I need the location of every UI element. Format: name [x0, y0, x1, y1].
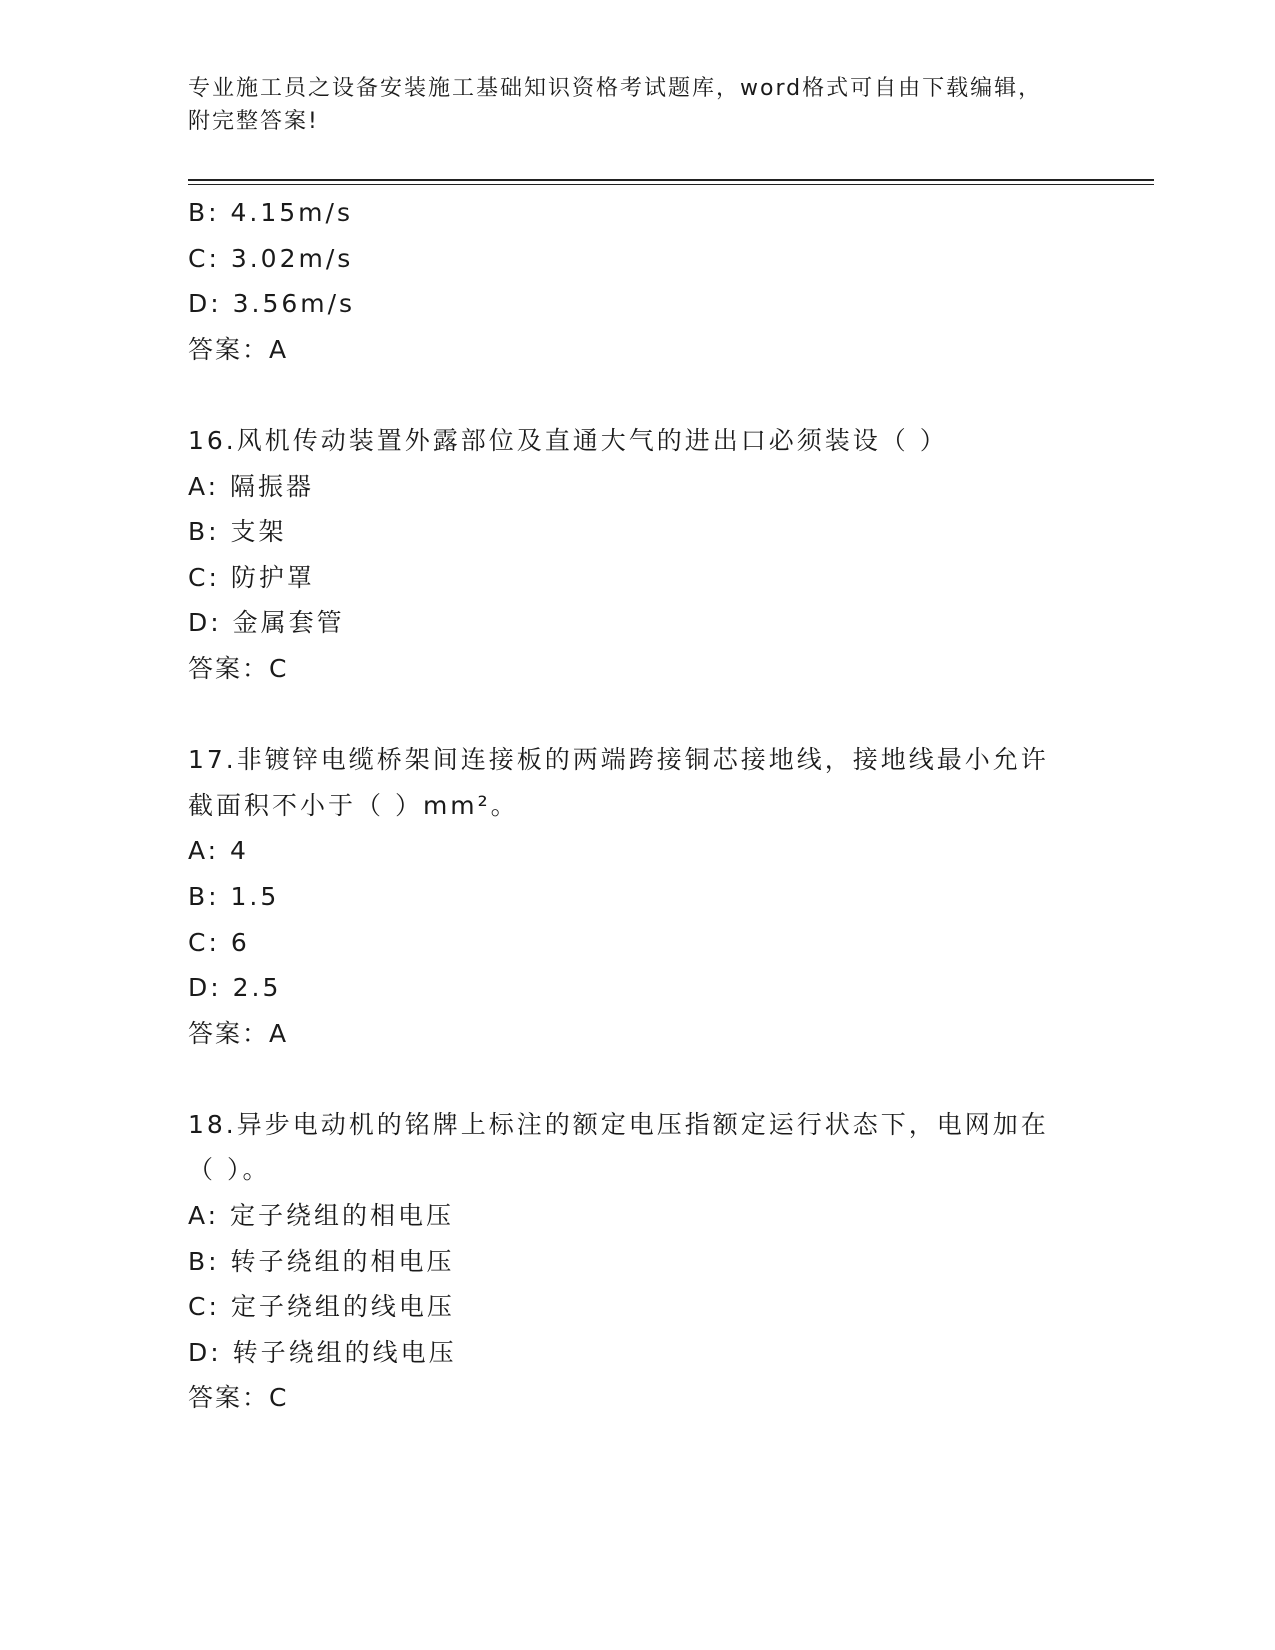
- option-c: C: 定子绕组的线电压: [188, 1292, 455, 1322]
- option-d: D: 转子绕组的线电压: [188, 1337, 457, 1367]
- question-stem-line-2: （ ）。: [188, 1155, 271, 1185]
- page-header: [188, 72, 1088, 138]
- question-stem-line-1: 18.异步电动机的铭牌上标注的额定电压指额定运行状态下，电网加在: [188, 1109, 1049, 1139]
- spacer: [188, 372, 1088, 418]
- question-stem-line-1: 17.非镀锌电缆桥架间连接板的两端跨接铜芯接地线，接地线最小允许: [188, 745, 1049, 775]
- option-d: D: 2.5: [188, 973, 282, 1003]
- answer-line: 答案：A: [188, 1018, 289, 1048]
- option-a: A: 4: [188, 836, 249, 866]
- option-c: C: 防护罩: [188, 562, 315, 592]
- question-stem: 16.风机传动装置外露部位及直通大气的进出口必须装设（ ）: [188, 425, 948, 455]
- header-divider-thin: [188, 184, 1154, 185]
- option-b: B: 支架: [188, 517, 287, 547]
- question-17: [188, 737, 1088, 1056]
- question-16: [188, 418, 1088, 692]
- question-content: [188, 190, 1088, 1421]
- option-a: A: 隔振器: [188, 471, 315, 501]
- header-line-2: 附完整答案!: [188, 109, 319, 134]
- answer-line: 答案：C: [188, 653, 289, 683]
- option-c: C: 6: [188, 927, 250, 957]
- answer-line: 答案：C: [188, 1383, 289, 1413]
- question-18: [188, 1102, 1088, 1421]
- prev-question-block: [188, 190, 1088, 372]
- question-stem-line-2: 截面积不小于（ ）mm²。: [188, 790, 519, 820]
- option-b: B: 4.15m/s: [188, 198, 353, 227]
- option-a: A: 定子绕组的相电压: [188, 1201, 455, 1231]
- header-divider-thick: [188, 179, 1154, 181]
- answer-line: 答案：A: [188, 334, 289, 364]
- option-c: C: 3.02m/s: [188, 243, 354, 273]
- spacer: [188, 1056, 1088, 1102]
- header-line-1: 专业施工员之设备安装施工基础知识资格考试题库，word格式可自由下载编辑，: [188, 76, 1043, 101]
- option-d: D: 金属套管: [188, 608, 345, 638]
- option-d: D: 3.56m/s: [188, 289, 356, 319]
- option-b: B: 转子绕组的相电压: [188, 1246, 455, 1276]
- spacer: [188, 692, 1088, 738]
- option-b: B: 1.5: [188, 881, 280, 911]
